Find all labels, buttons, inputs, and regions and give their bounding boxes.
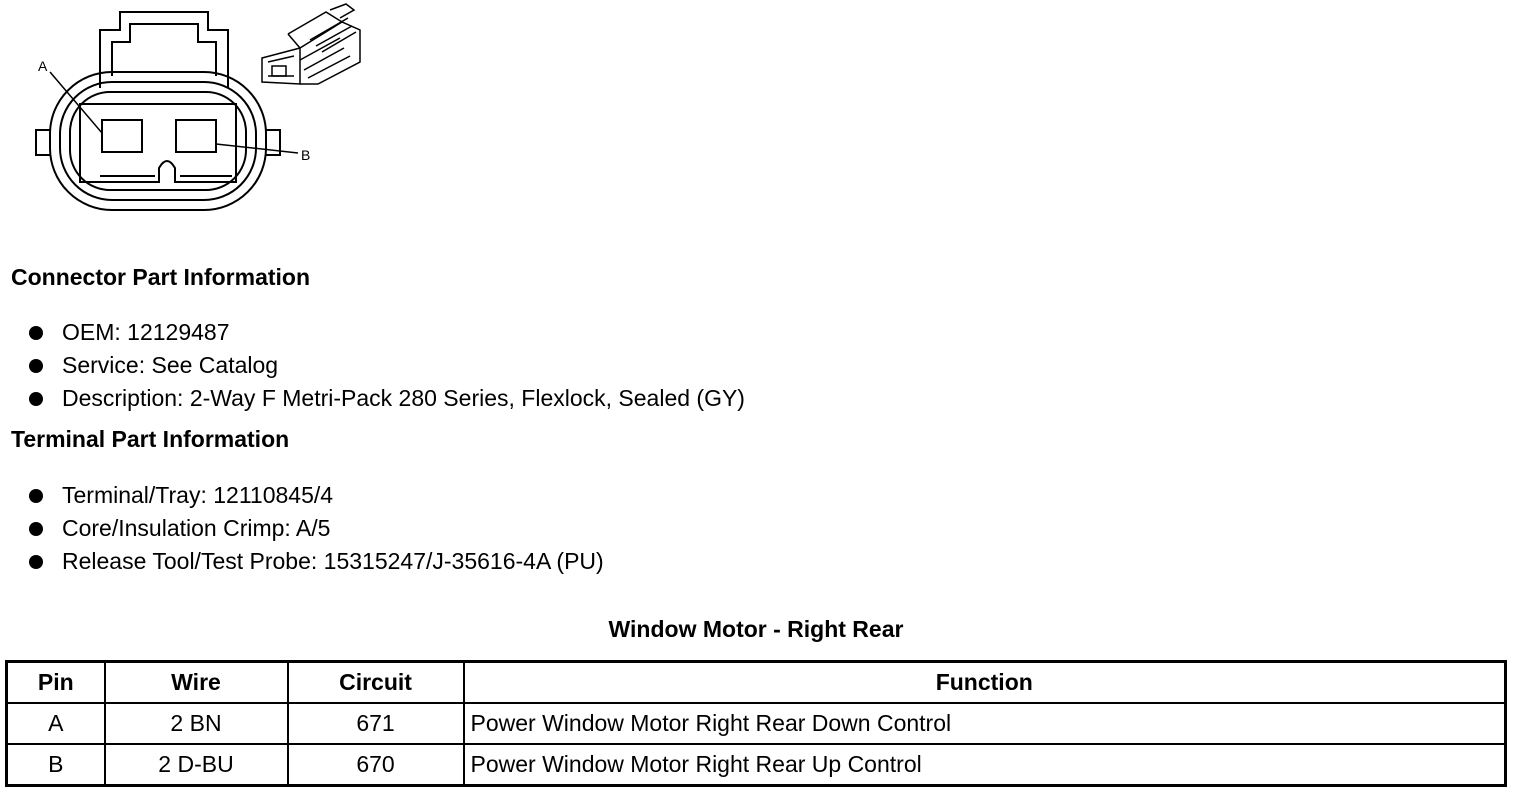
list-item — [0, 545, 604, 578]
connector-thumbnail — [262, 4, 360, 84]
pin-cell: B — [7, 744, 105, 786]
wire-cell: 2 BN — [105, 703, 288, 744]
bullet-icon — [29, 392, 43, 406]
pin-table — [5, 660, 1507, 787]
table-row — [7, 744, 1506, 786]
bullet-icon — [29, 359, 43, 373]
terminal-tray-text: Terminal/Tray: 12110845/4 — [62, 482, 334, 508]
pin-b-callout: B — [301, 147, 311, 163]
list-item — [0, 382, 745, 415]
list-item — [0, 479, 604, 512]
bullet-icon — [29, 489, 43, 503]
connector-description-text: Description: 2-Way F Metri-Pack 280 Series, Flexlock, Sealed (GY) — [62, 385, 745, 411]
table-row — [7, 703, 1506, 744]
connector-oem-text: OEM: 12129487 — [62, 319, 230, 345]
bullet-icon — [29, 522, 43, 536]
column-header-wire: Wire — [105, 662, 288, 704]
list-item — [0, 316, 745, 349]
pin-a-callout: A — [38, 58, 48, 74]
circuit-cell: 670 — [288, 744, 464, 786]
connector-diagram — [0, 0, 380, 220]
pin-table-title: Window Motor - Right Rear — [608, 616, 904, 642]
wire-cell: 2 D-BU — [105, 744, 288, 786]
circuit-cell: 671 — [288, 703, 464, 744]
column-header-function: Function — [464, 662, 1506, 704]
bullet-icon — [29, 326, 43, 340]
terminal-info-list — [0, 479, 604, 578]
list-item — [0, 512, 604, 545]
function-cell: Power Window Motor Right Rear Up Control — [464, 744, 1506, 786]
connector-service-text: Service: See Catalog — [62, 352, 279, 378]
connector-info-list — [0, 316, 745, 415]
column-header-pin: Pin — [7, 662, 105, 704]
table-header-row — [7, 662, 1506, 704]
function-cell: Power Window Motor Right Rear Down Control — [464, 703, 1506, 744]
terminal-info-heading: Terminal Part Information — [11, 426, 290, 452]
connector-face-drawing — [0, 0, 380, 220]
list-item — [0, 349, 745, 382]
column-header-circuit: Circuit — [288, 662, 464, 704]
bullet-icon — [29, 555, 43, 569]
connector-info-heading: Connector Part Information — [11, 264, 311, 290]
terminal-crimp-text: Core/Insulation Crimp: A/5 — [62, 515, 331, 541]
pin-cell: A — [7, 703, 105, 744]
terminal-tool-text: Release Tool/Test Probe: 15315247/J-35616-4A (PU) — [62, 548, 604, 574]
